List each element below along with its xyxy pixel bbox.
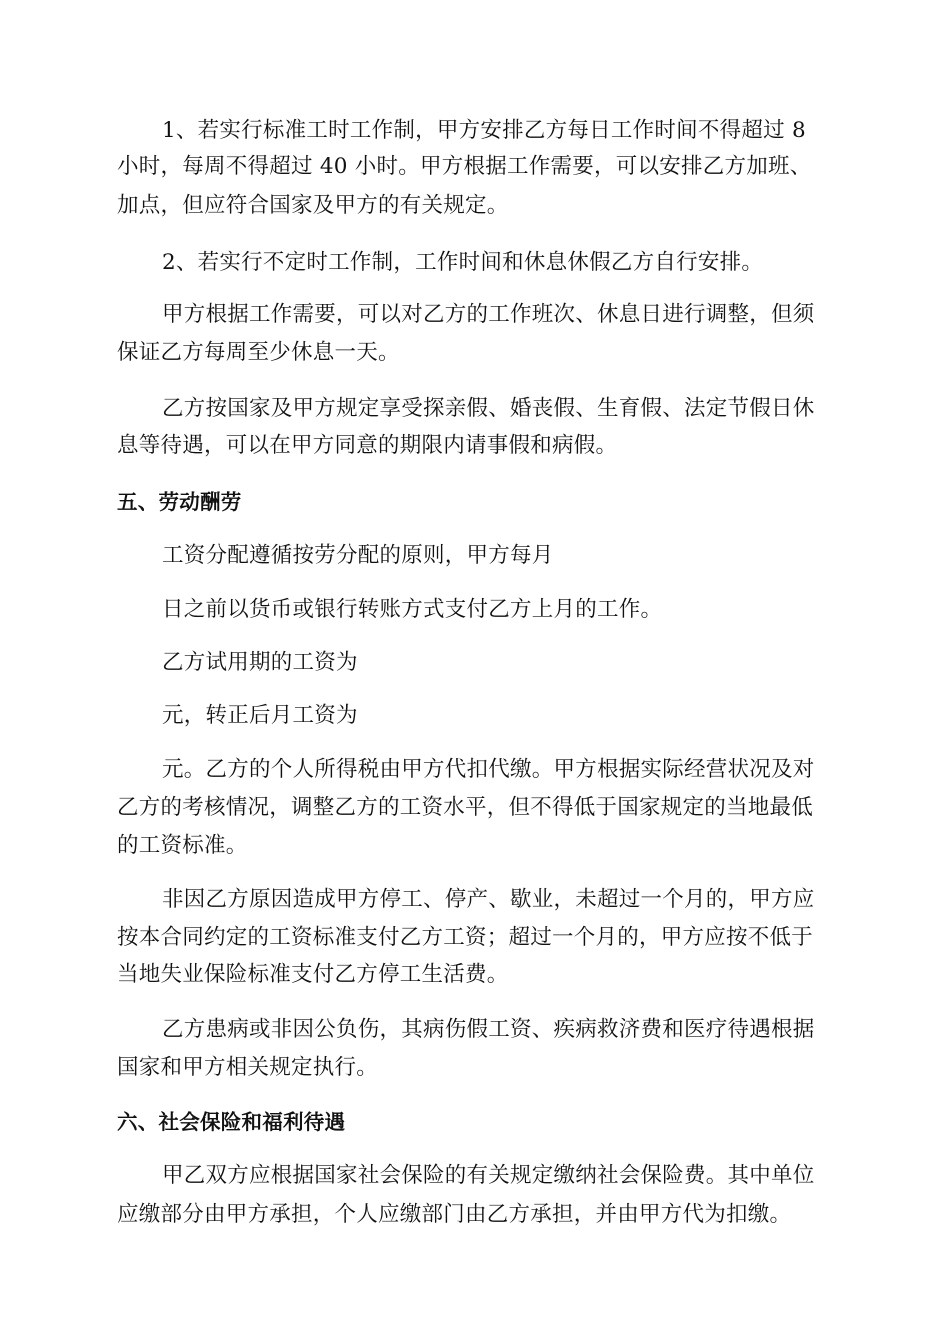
paragraph-line: 国家和甲方相关规定执行。 bbox=[117, 1055, 379, 1080]
paragraph-line: 甲方根据工作需要，可以对乙方的工作班次、休息日进行调整，但须 bbox=[162, 302, 815, 327]
section-heading: 五、劳动酬劳 bbox=[117, 490, 242, 514]
paragraph-line: 乙方的考核情况，调整乙方的工资水平，但不得低于国家规定的当地最低 bbox=[117, 795, 814, 820]
paragraph-line: 乙方患病或非因公负伤，其病伤假工资、疾病救济费和医疗待遇根据 bbox=[162, 1017, 815, 1042]
paragraph-line: 甲乙双方应根据国家社会保险的有关规定缴纳社会保险费。其中单位 bbox=[162, 1163, 815, 1188]
paragraph-line: 息等待遇，可以在甲方同意的期限内请事假和病假。 bbox=[117, 433, 618, 458]
paragraph-line: 元。乙方的个人所得税由甲方代扣代缴。甲方根据实际经营状况及对 bbox=[162, 757, 815, 782]
paragraph-line: 加点，但应符合国家及甲方的有关规定。 bbox=[117, 193, 509, 218]
paragraph-line: 小时，每周不得超过 40 小时。甲方根据工作需要，可以安排乙方加班、 bbox=[117, 154, 812, 179]
paragraph-line: 日之前以货币或银行转账方式支付乙方上月的工作。 bbox=[162, 597, 663, 622]
paragraph-line: 当地失业保险标准支付乙方停工生活费。 bbox=[117, 962, 509, 987]
paragraph-line: 的工资标准。 bbox=[117, 833, 248, 858]
paragraph-line: 2、若实行不定时工作制，工作时间和休息休假乙方自行安排。 bbox=[162, 250, 764, 275]
section-heading: 六、社会保险和福利待遇 bbox=[117, 1110, 346, 1134]
paragraph-line: 1、若实行标准工时工作制，甲方安排乙方每日工作时间不得超过 8 bbox=[162, 118, 806, 143]
paragraph-line: 乙方试用期的工资为 bbox=[162, 650, 358, 675]
paragraph-line: 按本合同约定的工资标准支付乙方工资；超过一个月的，甲方应按不低于 bbox=[117, 925, 814, 950]
paragraph-line: 保证乙方每周至少休息一天。 bbox=[117, 340, 400, 365]
paragraph-line: 非因乙方原因造成甲方停工、停产、歇业，未超过一个月的，甲方应 bbox=[162, 887, 815, 912]
paragraph-line: 应缴部分由甲方承担，个人应缴部门由乙方承担，并由甲方代为扣缴。 bbox=[117, 1202, 792, 1227]
paragraph-line: 元，转正后月工资为 bbox=[162, 703, 358, 728]
paragraph-line: 乙方按国家及甲方规定享受探亲假、婚丧假、生育假、法定节假日休 bbox=[162, 396, 815, 421]
paragraph-line: 工资分配遵循按劳分配的原则，甲方每月 bbox=[162, 543, 554, 568]
